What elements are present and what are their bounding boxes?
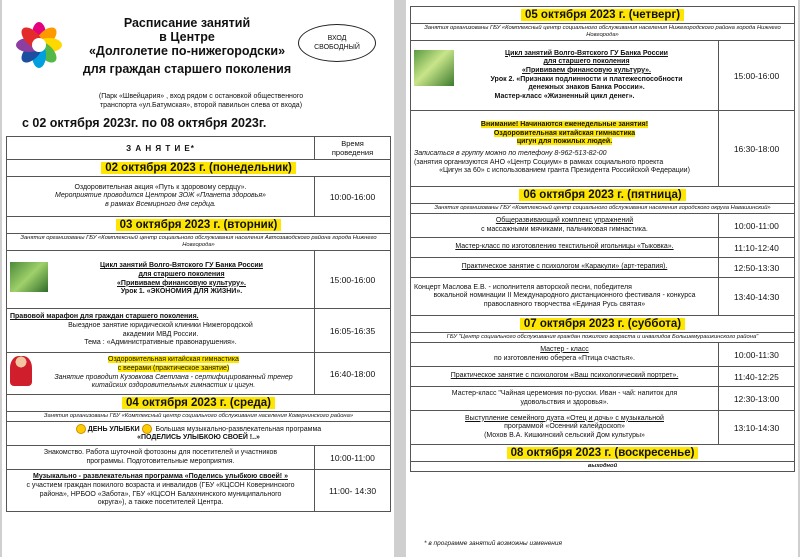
event-text: Урок 1. «ЭКОНОМИЯ ДЛЯ ЖИЗНИ». — [120, 288, 243, 296]
address-line: транспорта «ул.Батумская», второй павильон слева от входа) — [99, 102, 303, 109]
event-text: Мастер-класс "Чайная церемония по-русски. Иван - чай: напиток для — [451, 389, 678, 397]
gymnast-photo-icon — [10, 356, 32, 386]
event-text: Знакомство. Работа шуточной фотозоны для посетителей и участников — [43, 448, 278, 456]
event-thursday-1 — [411, 41, 719, 111]
event-time: 16:40-18:00 — [315, 353, 391, 395]
event-text: по изготовлению оберега «Птица счастья». — [494, 354, 635, 362]
title-line: Расписание занятий — [123, 16, 251, 30]
event-text: Занятие проводит Кузовкова Светлана - сертифицированный тренер — [54, 373, 293, 381]
event-text: в рамках Всемирного дня сердца. — [105, 200, 216, 208]
event-text: академии МВД России. — [122, 330, 199, 338]
event-time: 11:00- 14:30 — [315, 470, 391, 512]
event-saturday-1 — [411, 343, 719, 367]
event-text: программы. Подготовительные мероприятия. — [86, 457, 235, 465]
event-time: 13:10-14:30 — [719, 411, 795, 445]
organizer-note: Занятия организованы ГБУ «Комплексный центр социального обслуживания населения Нижегородского района города Нижнего Новгорода» — [411, 24, 795, 41]
event-time: 11:40-12:25 — [719, 367, 795, 387]
event-text: Записаться в группу можно по телефону 8-962-513-82-00 — [414, 150, 607, 157]
title-line: для граждан старшего поколения — [82, 62, 292, 76]
event-friday-4 — [411, 278, 719, 316]
event-friday-3 — [411, 258, 719, 278]
event-text: денежных знаков Банка России». — [528, 84, 645, 92]
organizer-note: Занятия организованы ГБУ «Комплексный центр социального обслуживания населения Ковернинского района» — [7, 412, 391, 422]
event-friday-1 — [411, 214, 719, 238]
event-text: Внимание! Начинаются еженедельные занятия! — [480, 121, 649, 129]
address — [66, 92, 336, 110]
event-text: Концерт Маслова Е.В. - исполнителя авторской песни, победителя — [414, 283, 632, 291]
event-text: цигун для пожилых людей. — [516, 138, 613, 146]
event-text: Музыкально - развлекательная программа «Поделись улыбкою своей! » — [33, 473, 288, 481]
event-text: округа»), а также посетителей Центра. — [97, 499, 224, 507]
smiley-icon — [142, 424, 152, 434]
event-text: Цикл занятий Волго-Вятского ГУ Банка России — [505, 49, 668, 57]
event-time: 12:30-13:00 — [719, 387, 795, 411]
event-text: Практическое занятие с психологом «Ваш психологический портрет». — [450, 372, 679, 380]
event-time: 10:00-11:30 — [719, 343, 795, 367]
event-text: вокальной номинации II Международного дистанционного фестиваля - конкурса — [433, 292, 696, 300]
event-text: Правовой марафон для граждан старшего поколения. — [10, 313, 199, 321]
event-saturday-4 — [411, 411, 719, 445]
event-saturday-2 — [411, 367, 719, 387]
day-off-note: выходной — [411, 462, 795, 472]
event-wednesday-1 — [7, 446, 315, 470]
event-text: «Прививаем финансовую культуру». — [117, 279, 246, 287]
day-title: 02 октября 2023 г. (понедельник) — [101, 162, 296, 174]
smiley-icon — [76, 424, 86, 434]
event-text: Общеразвивающий комплекс упражнений — [495, 216, 634, 224]
column-header-time — [315, 137, 391, 160]
schedule-table-2 — [410, 6, 794, 472]
date-range: с 02 октября 2023г. по 08 октября 2023г. — [22, 116, 267, 130]
event-text: района», НРБОО «Забота», ГБУ «КЦСОН Балахнинского муниципального — [39, 490, 282, 498]
day-title: 06 октября 2023 г. (пятница) — [519, 189, 685, 201]
event-text: Выездное занятие юридической клиники Нижегородской — [68, 321, 253, 329]
event-text: Оздоровительная акция «Путь к здоровому сердцу». — [74, 183, 247, 191]
title-line: «Долголетие по-нижегородски» — [88, 44, 286, 58]
event-text: ДЕНЬ УЛЫБКИ — [87, 425, 140, 433]
event-text: «ПОДЕЛИСЬ УЛЫБКОЮ СВОЕЙ !..» — [137, 434, 260, 442]
event-text: Мастер - класс — [540, 345, 589, 353]
lecture-photo-icon — [10, 262, 48, 292]
event-text: с веерами (практическое занятие) — [117, 364, 230, 372]
badge-line: ВХОД — [327, 35, 347, 42]
day-title: 05 октября 2023 г. (четверг) — [521, 9, 684, 21]
event-text: для старшего поколения — [138, 270, 225, 278]
event-saturday-3 — [411, 387, 719, 411]
event-time: 11:10-12:40 — [719, 238, 795, 258]
event-text: Мероприятие проводится Центром ЗОЖ «Планета здоровья» — [55, 192, 266, 200]
event-text: китайских оздоровительных гимнастик и цигун. — [91, 382, 256, 390]
event-time: 15:00-16:00 — [315, 251, 391, 309]
badge-line: СВОБОДНЫЙ — [314, 44, 360, 51]
day-header-friday — [411, 187, 795, 204]
event-text: (Мохов В.А. Кишкинский сельский Дом культуры» — [484, 431, 645, 439]
event-text: Урок 2. «Признаки подлинности и платежеспособности — [490, 75, 683, 83]
event-text: православного творчества «Единая Русь святая» — [483, 300, 646, 308]
organizer-note: ГБУ "Центр социального обслуживания граждан пожилого возраста и инвалидов Большемурашкинского района" — [411, 333, 795, 343]
event-text: Мастер-класс «Жизненный цикл денег». — [494, 92, 635, 100]
event-time: 10:00-11:00 — [719, 214, 795, 238]
day-header-thursday — [411, 7, 795, 24]
address-line: (Парк «Швейцария» , вход рядом с остановкой общественного — [98, 93, 304, 100]
event-time: 12:50-13:30 — [719, 258, 795, 278]
footnote: * в программе занятий возможны изменения — [424, 540, 562, 547]
event-tuesday-1 — [7, 251, 315, 309]
event-text: Оздоровительная китайская гимнастика — [493, 129, 636, 137]
day-header-sunday — [411, 445, 795, 462]
event-text: удовольствия и здоровья». — [520, 398, 609, 406]
event-text: с участием граждан пожилого возраста и инвалидов (ГБУ «КЦСОН Ковернинского — [26, 481, 295, 489]
header-line: проведения — [331, 148, 374, 157]
event-text: Мастер-класс по изготовлению текстильной игольницы «Тыковка». — [455, 243, 674, 251]
event-tuesday-3 — [7, 353, 315, 395]
schedule-page-2 — [406, 0, 798, 557]
event-wednesday-2 — [7, 470, 315, 512]
event-text: Практическое занятие с психологом «Каракули» (арт-терапия). — [461, 263, 668, 271]
day-title: 07 октября 2023 г. (суббота) — [520, 318, 685, 330]
free-entry-badge — [298, 24, 376, 62]
event-time: 10:00-16:00 — [315, 177, 391, 217]
event-text — [10, 313, 311, 322]
day-header-saturday — [411, 316, 795, 333]
schedule-table-1 — [6, 136, 390, 512]
day-title: 08 октября 2023 г. (воскресенье) — [507, 447, 699, 459]
event-time: 16:30-18:00 — [719, 111, 795, 187]
flower-logo-icon — [16, 22, 62, 68]
event-monday-1 — [7, 177, 315, 217]
event-time: 16:05-16:35 — [315, 309, 391, 353]
event-time: 15:00-16:00 — [719, 41, 795, 111]
event-text: с массажными мячиками, пальчиковая гимнастика. — [481, 225, 648, 233]
event-time: 10:00-11:00 — [315, 446, 391, 470]
event-text: Тема : «Административные правонарушения». — [84, 339, 237, 347]
event-text: Выступление семейного дуэта «Отец и дочь» с музыкальной — [465, 414, 664, 422]
organizer-note: Занятия организованы ГБУ «Комплексный центр социального обслуживания населения городского округа Навашинский» — [411, 204, 795, 214]
event-text: для старшего поколения — [543, 58, 630, 66]
day-header-monday — [7, 160, 391, 177]
event-text: Цикл занятий Волго-Вятского ГУ Банка России — [100, 262, 263, 270]
event-text: программой «Осенний калейдоскоп» — [504, 423, 625, 431]
smile-day-banner — [7, 422, 391, 446]
title-line: в Центре — [159, 30, 215, 44]
event-text — [10, 424, 387, 434]
day-title: 03 октября 2023 г. (вторник) — [116, 219, 282, 231]
schedule-page-1 — [2, 0, 394, 557]
day-header-tuesday — [7, 217, 391, 234]
event-friday-2 — [411, 238, 719, 258]
header-line: Время — [341, 139, 364, 148]
lecture-photo-icon — [414, 50, 454, 86]
event-text: Большая музыкально-развлекательная программа — [155, 425, 322, 433]
event-text: «Прививаем финансовую культуру». — [522, 66, 651, 74]
organizer-note: Занятия организованы ГБУ «Комплексный центр социального обслуживания населения Автозаводского района города Нижнего Новгорода» — [7, 234, 391, 251]
event-text: (занятия организуются АНО «Центр Социум» в рамках социального проекта — [414, 158, 664, 166]
event-thursday-2 — [411, 111, 719, 187]
page-title — [72, 16, 302, 76]
event-text: «Цигун за 60» с использованием гранта Президента Российской Федерации) — [439, 167, 690, 175]
event-time: 13:40-14:30 — [719, 278, 795, 316]
event-tuesday-2 — [7, 309, 315, 353]
day-title: 04 октября 2023 г. (среда) — [122, 397, 275, 409]
column-header-activity: З А Н Я Т И Е* — [7, 137, 315, 160]
event-text: Оздоровительная китайская гимнастика — [108, 356, 239, 364]
day-header-wednesday — [7, 395, 391, 412]
